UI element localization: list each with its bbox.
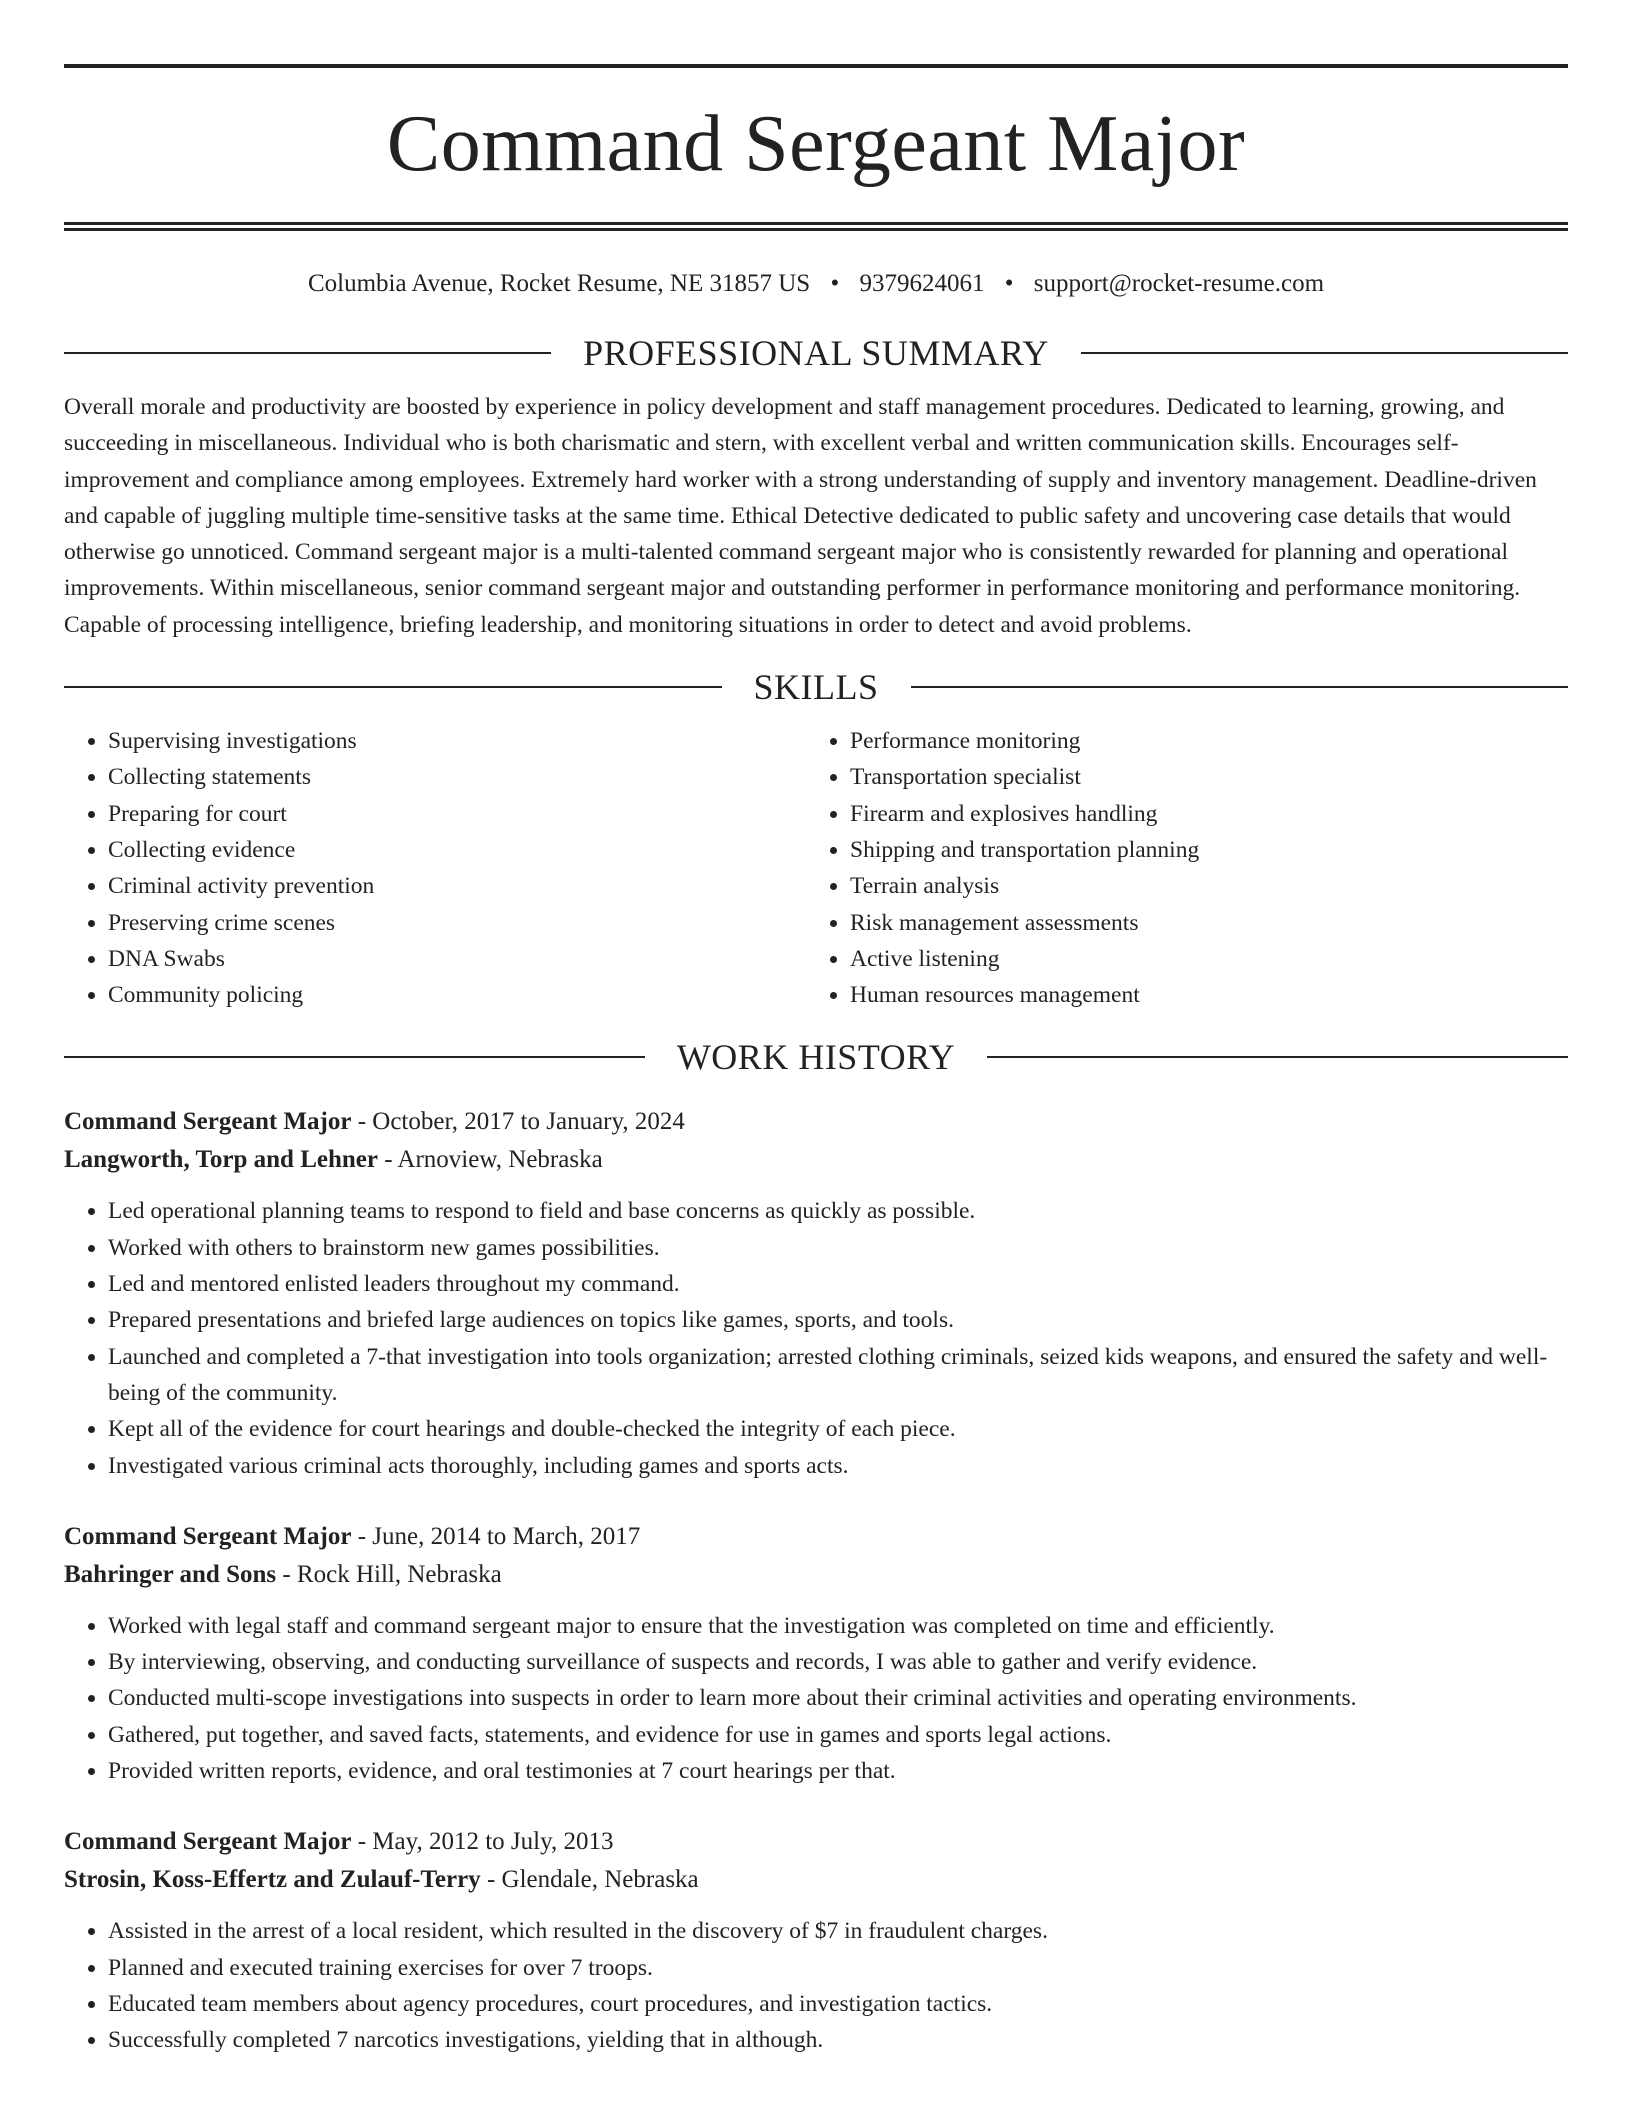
- job-bullet: • Assisted in the arrest of a local resident, which resulted in the discovery of $7 in fraudulent charges.: [108, 1913, 1568, 1949]
- job-entry: [64, 1518, 1568, 1789]
- skill-item: • Collecting statements: [108, 759, 806, 795]
- top-rule: [64, 64, 1568, 68]
- skill-item: • DNA Swabs: [108, 941, 806, 977]
- heading-rule-right: [1081, 352, 1568, 354]
- skill-item: • Criminal activity prevention: [108, 868, 806, 904]
- job-bullets: [64, 1193, 1568, 1483]
- job-bullet: • Educated team members about agency procedures, court procedures, and investigation tactics.: [108, 1986, 1568, 2022]
- skill-item: • Active listening: [850, 941, 1548, 977]
- summary-heading: [64, 331, 1568, 375]
- job-title: Command Sergeant Major: [64, 1522, 352, 1550]
- job-title-line: [64, 1823, 1568, 1861]
- job-bullet: • Gathered, put together, and saved facts, statements, and evidence for use in games and sports legal actions.: [108, 1717, 1568, 1753]
- skill-item: • Supervising investigations: [108, 723, 806, 759]
- skills-heading: [64, 665, 1568, 709]
- job-entry: [64, 1823, 1568, 2058]
- job-bullet: • Successfully completed 7 narcotics investigations, yielding that in although.: [108, 2022, 1568, 2058]
- double-rule: [64, 222, 1568, 231]
- job-location: - Rock Hill, Nebraska: [276, 1560, 502, 1588]
- skill-item: • Preparing for court: [108, 796, 806, 832]
- job-dates: - May, 2012 to July, 2013: [351, 1828, 614, 1856]
- skills-left-list: [64, 723, 806, 1013]
- skill-item: • Human resources management: [850, 977, 1548, 1013]
- resume-page: [64, 64, 1568, 2059]
- job-bullet: • Conducted multi-scope investigations into suspects in order to learn more about their criminal activities and operating environments.: [108, 1680, 1568, 1716]
- heading-rule-right: [911, 686, 1569, 688]
- skills-columns: [64, 723, 1568, 1013]
- address: Columbia Avenue, Rocket Resume, NE 31857 US: [307, 270, 811, 297]
- job-company-line: [64, 1556, 1568, 1594]
- job-title: Command Sergeant Major: [64, 1108, 352, 1136]
- heading-rule-left: [64, 352, 551, 354]
- job-company-line: [64, 1141, 1568, 1179]
- job-bullet: • Investigated various criminal acts thoroughly, including games and sports acts.: [108, 1448, 1568, 1484]
- resume-name: Command Sergeant Major: [386, 100, 1246, 188]
- job-entry: [64, 1103, 1568, 1483]
- job-title: Command Sergeant Major: [64, 1828, 352, 1856]
- skill-item: • Firearm and explosives handling: [850, 796, 1548, 832]
- email: support@rocket-resume.com: [1033, 270, 1325, 297]
- work-heading-title: WORK HISTORY: [676, 1037, 956, 1078]
- heading-rule-right: [987, 1056, 1568, 1058]
- skills-heading-title: SKILLS: [753, 667, 879, 708]
- job-company: Bahringer and Sons: [64, 1560, 277, 1588]
- job-title-line: [64, 1103, 1568, 1141]
- job-bullet: • Led operational planning teams to respond to field and base concerns as quickly as possible.: [108, 1193, 1568, 1229]
- job-bullet: • Led and mentored enlisted leaders throughout my command.: [108, 1266, 1568, 1302]
- skill-item: • Risk management assessments: [850, 905, 1548, 941]
- job-bullet: • By interviewing, observing, and conducting surveillance of suspects and records, I was able to gather and verify evidence.: [108, 1644, 1568, 1680]
- job-bullets: [64, 1608, 1568, 1789]
- job-bullets: [64, 1913, 1568, 2058]
- contact-separator: •: [830, 270, 840, 297]
- job-location: - Arnoview, Nebraska: [377, 1146, 603, 1174]
- job-bullet: • Kept all of the evidence for court hearings and double-checked the integrity of each piece.: [108, 1411, 1568, 1447]
- summary-text: Overall morale and productivity are boosted by experience in policy development and staff management procedures. Dedicated to learning, growing, and succeeding in miscellaneous. Individual who is both charismatic and stern, with excellent verbal and written communication skills. Encourages self-improvement and compliance among employees. Extremely hard worker with a strong understanding of supply and inventory management. Deadline-driven and capable of juggling multiple time-sensitive tasks at the same time. Ethical Detective dedicated to public safety and uncovering case details that would otherwise go unnoticed. Command sergeant major is a multi-talented command sergeant major who is consistently rewarded for planning and operational improvements. Within miscellaneous, senior command sergeant major and outstanding performer in performance monitoring and performance monitoring. Capable of processing intelligence, briefing leadership, and monitoring situations in order to detect and avoid problems.: [64, 394, 1537, 638]
- skill-item: • Community policing: [108, 977, 806, 1013]
- job-dates: - October, 2017 to January, 2024: [351, 1108, 685, 1136]
- skill-item: • Preserving crime scenes: [108, 905, 806, 941]
- heading-rule-left: [64, 686, 722, 688]
- summary-heading-title: PROFESSIONAL SUMMARY: [583, 333, 1049, 373]
- phone: 9379624061: [859, 270, 985, 297]
- skill-item: • Transportation specialist: [850, 759, 1548, 795]
- job-bullet: • Prepared presentations and briefed large audiences on topics like games, sports, and tools.: [108, 1302, 1568, 1338]
- job-bullet: • Planned and executed training exercises for over 7 troops.: [108, 1950, 1568, 1986]
- skill-item: • Collecting evidence: [108, 832, 806, 868]
- skills-right-list: [806, 723, 1548, 1013]
- job-title-line: [64, 1518, 1568, 1556]
- job-company-line: [64, 1861, 1568, 1899]
- contact-separator: •: [1004, 270, 1014, 297]
- job-company: Langworth, Torp and Lehner: [64, 1146, 378, 1174]
- job-bullet: • Launched and completed a 7-that investigation into tools organization; arrested clothing criminals, seized kids weapons, and ensured the safety and well-being of the community.: [108, 1339, 1568, 1412]
- work-heading: [64, 1035, 1568, 1079]
- heading-rule-left: [64, 1056, 645, 1058]
- skill-item: • Shipping and transportation planning: [850, 832, 1548, 868]
- job-location: - Glendale, Nebraska: [480, 1866, 699, 1894]
- job-bullet: • Worked with others to brainstorm new games possibilities.: [108, 1230, 1568, 1266]
- job-bullet: • Provided written reports, evidence, and oral testimonies at 7 court hearings per that.: [108, 1753, 1568, 1789]
- job-dates: - June, 2014 to March, 2017: [351, 1522, 641, 1550]
- job-company: Strosin, Koss-Effertz and Zulauf-Terry: [64, 1866, 481, 1894]
- skill-item: • Performance monitoring: [850, 723, 1548, 759]
- contact-line: [64, 267, 1568, 301]
- job-bullet: • Worked with legal staff and command sergeant major to ensure that the investigation was completed on time and efficiently.: [108, 1608, 1568, 1644]
- skill-item: • Terrain analysis: [850, 868, 1548, 904]
